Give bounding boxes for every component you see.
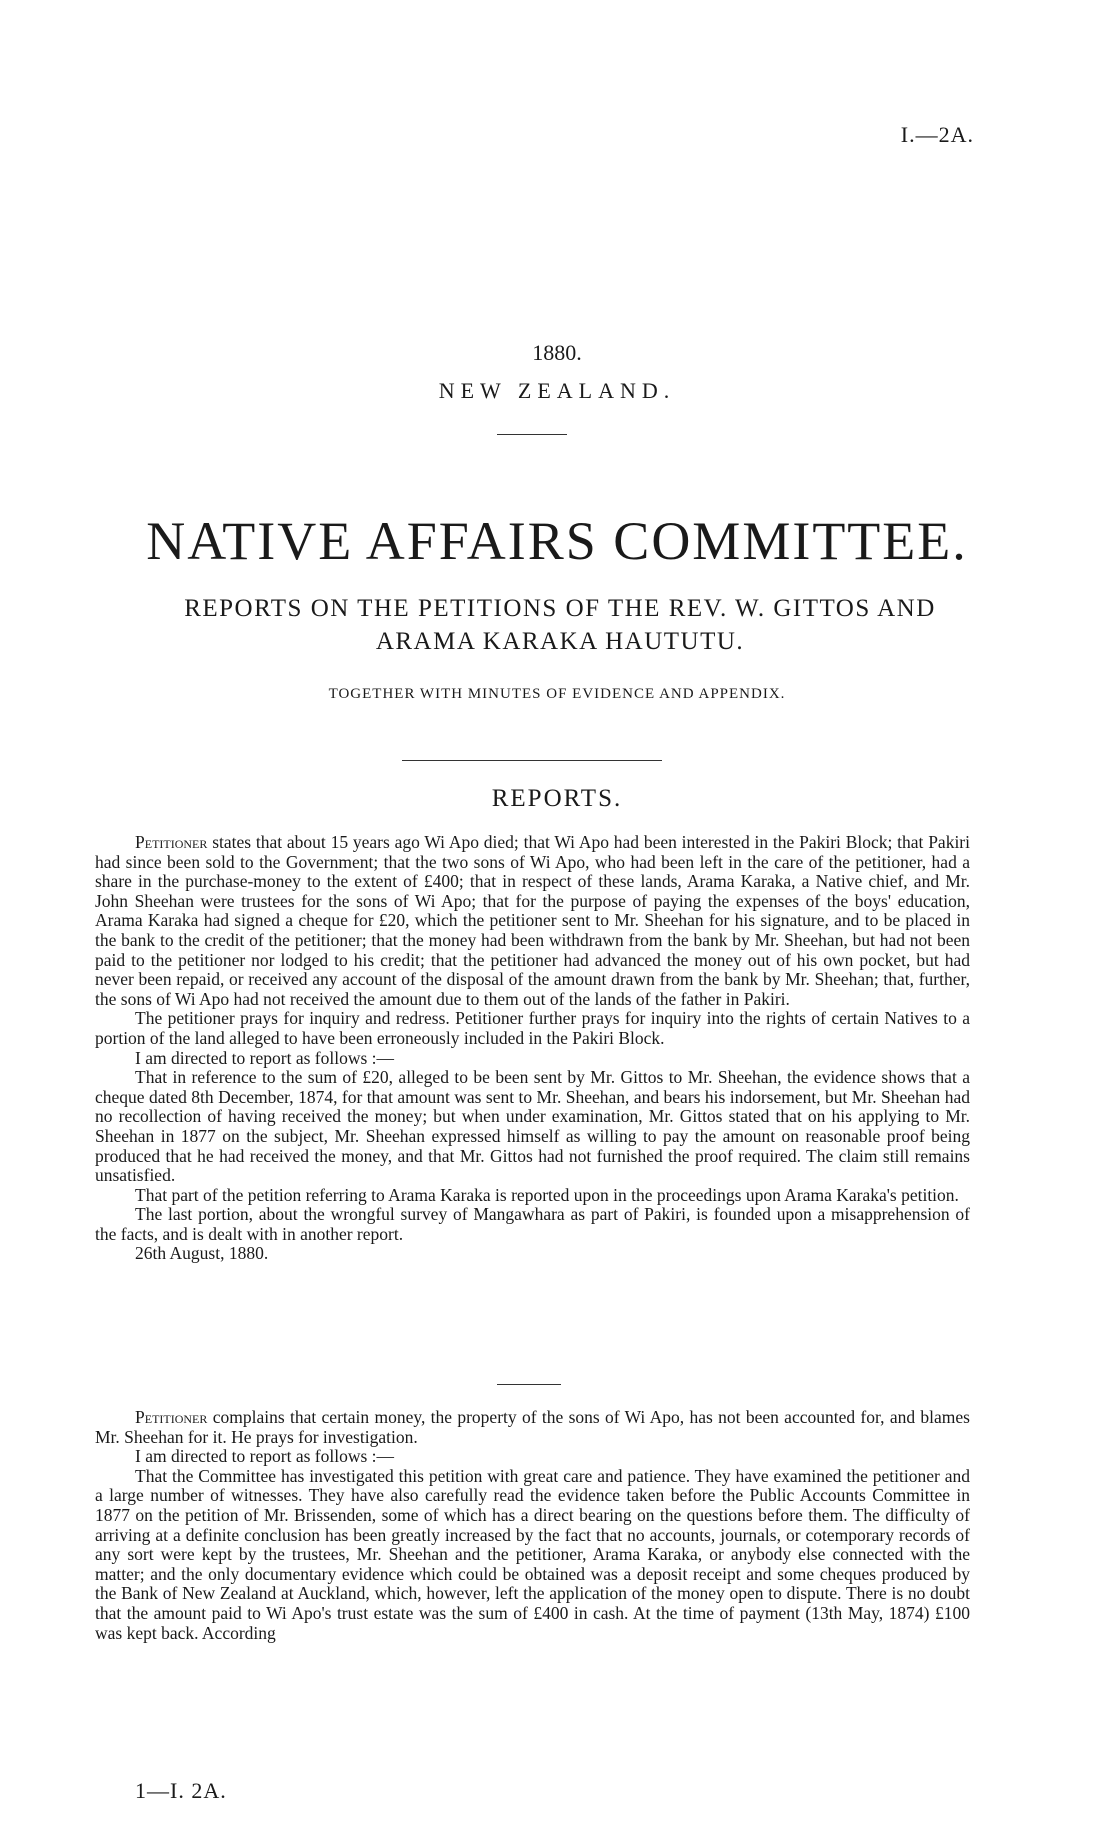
second-report-paragraph-3: That the Committee has investigated this petition with great care and patience. They have examined the petitioner and a large number of witnesses. They have also carefully read the evidence taken before the Public Accounts Committee in 1877 on the petition of Mr. Brissenden, some of which has a direct bearing on the questions before them. The difficulty of arriving at a definite conclusion has been greatly increased by the fact that no accounts, journals, or cotemporary records of any sort were kept by the trustees, Mr. Sheehan and the petitioner, Arama Karaka, or anybody else connected with the matter; and the only documentary evidence which could be obtained was a deposit receipt and some cheques produced by the Bank of New Zealand at Auckland, which, however, left the application of the money open to dispute. There is no doubt that the amount paid to Wi Apo's trust estate was the sum of £400 in cash. At the time of payment (13th May, 1874) £100 was kept back. According: [95, 1465, 970, 1643]
page-ref: I.—2A.: [900, 122, 974, 147]
paragraph-text: states that about 15 years ago Wi Apo died; that Wi Apo had been interested in the Pakiri Block; that Pakiri had since been sold to the Government; that the two sons of Wi Apo, who had been left in the care of the petitioner, had a share in the purchase-money to the extent of £400; that in respect of these lands, Arama Karaka, a Native chief, and Mr. John Sheehan were trustees for the sons of Wi Apo; that for the purpose of paying the expenses of the boys' education, Arama Karaka had signed a cheque for £20, which the petitioner sent to Mr. Sheehan for his signature, and to be placed in the bank to the credit of the petitioner; that the money had been withdrawn from the bank by Mr. Sheehan, but had not been paid to the petitioner nor lodged to his credit; that the petitioner had advanced the money out of his own pocket, but had never been repaid, or received any account of the disposal of the amount drawn from the bank by Mr. Sheehan; that, further, the sons of Wi Apo had not received the amount due to them out of the lands of the father in Pakiri.: [95, 832, 970, 1009]
first-report-paragraph-3: I am directed to report as follows :—: [135, 1047, 395, 1068]
reports-heading: REPORTS.: [491, 785, 623, 812]
first-report-paragraph-4: That in reference to the sum of £20, alleged to be been sent by Mr. Gittos to Mr. Sheehan, the evidence shows that a cheque dated 8th December, 1874, for that amount was sent to Mr. Sheehan, and bears his indorsement, but Mr. Sheehan had no recollection of having received the money; but when under examination, Mr. Gittos stated that on his applying to Mr. Sheehan in 1877 on the subject, Mr. Sheehan expressed himself as willing to pay the amount on reasonable proof being produced that he had received the money, and that Mr. Gittos had not furnished the proof required. The claim still remains unsatisfied.: [95, 1067, 970, 1186]
petitioner-lead: Petitioner: [135, 1407, 208, 1427]
country: NEW ZEALAND.: [438, 378, 676, 403]
rule-short-top: [497, 434, 567, 435]
first-report-date: 26th August, 1880.: [135, 1243, 269, 1264]
first-report: [95, 833, 970, 1264]
year: 1880.: [532, 340, 582, 365]
paragraph-text: complains that certain money, the property of the sons of Wi Apo, has not been accounted for, and blames Mr. Sheehan for it. He prays for investigation.: [95, 1407, 970, 1447]
rule-short-middle: [497, 1384, 561, 1385]
petitioner-lead: Petitioner: [135, 832, 208, 852]
together-line: TOGETHER WITH MINUTES OF EVIDENCE AND APPENDIX.: [328, 686, 786, 702]
sheet-mark: 1—I. 2A.: [135, 1778, 227, 1803]
second-report-paragraph-2: I am directed to report as follows :—: [135, 1446, 395, 1467]
rule-long: [402, 760, 662, 761]
second-report: [95, 1408, 970, 1643]
document-title: NATIVE AFFAIRS COMMITTEE.: [146, 511, 968, 571]
first-report-paragraph-6: The last portion, about the wrongful survey of Mangawhara as part of Pakiri, is founded upon a misapprehension of the facts, and is dealt with in another report.: [95, 1204, 970, 1244]
document-subtitle: REPORTS ON THE PETITIONS OF THE REV. W. GITTOS AND ARAMA KARAKA HAUTUTU.: [184, 595, 936, 655]
first-report-paragraph-5: That part of the petition referring to Arama Karaka is reported upon in the proceedings upon Arama Karaka's petition.: [135, 1184, 959, 1205]
second-report-paragraph-1: [95, 1408, 970, 1447]
first-report-paragraph-2: The petitioner prays for inquiry and redress. Petitioner further prays for inquiry into the rights of certain Natives to a portion of the land alleged to have been erroneously included in the Pakiri Block.: [95, 1008, 970, 1048]
first-report-paragraph-1: [95, 833, 970, 1009]
